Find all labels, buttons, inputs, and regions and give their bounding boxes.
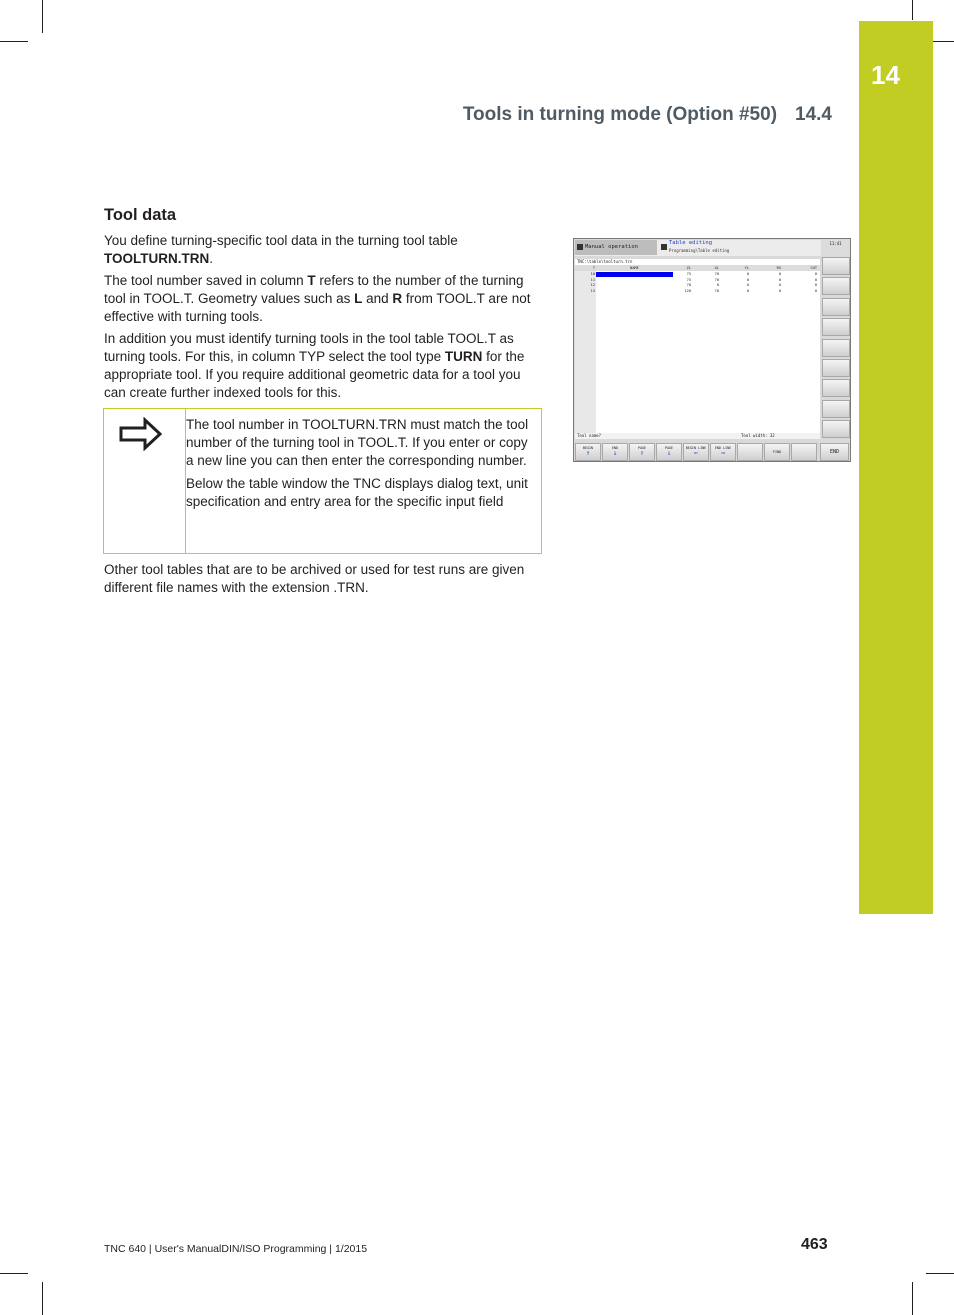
table-cell[interactable]: 0 (778, 283, 781, 287)
paragraph-3: In addition you must identify turning tools in the tool table TOOL.T as turning tools. For this, in column TYP select the tool type TURN for the appropriate tool. If you require additional geometric data for a tool you can create further indexed tools for this. (104, 331, 525, 400)
softkey-end[interactable]: END ↓ (602, 443, 628, 461)
table-cell[interactable]: 0 (778, 288, 781, 293)
dialog-prompt: Tool name? (577, 433, 602, 438)
crop-mark (42, 1282, 43, 1315)
softkey-end-table[interactable]: END (820, 443, 849, 461)
table-row[interactable] (575, 272, 820, 277)
softkey[interactable] (822, 277, 850, 295)
table-cell[interactable]: 0 (814, 283, 817, 287)
softkey[interactable] (822, 359, 850, 377)
softkey[interactable] (822, 420, 850, 438)
column-header: XL (714, 266, 719, 270)
arrow-left-icon: ⇐ (693, 449, 699, 457)
mode-bar (575, 240, 821, 256)
softkey[interactable] (822, 298, 850, 316)
selected-cell[interactable] (596, 272, 673, 277)
table-cell[interactable]: 0 (814, 277, 817, 282)
softkey[interactable] (822, 379, 850, 397)
table-cell[interactable]: 10 (590, 272, 595, 276)
crop-mark (912, 1282, 913, 1315)
table-cell[interactable]: 70 (714, 288, 719, 293)
column-header: NAME (630, 266, 639, 270)
note-text (186, 416, 536, 516)
page-number: 463 (801, 1236, 828, 1253)
crop-mark (912, 0, 913, 20)
bold-filename: TOOLTURN.TRN (104, 251, 210, 266)
softkey-end-line[interactable]: END LINE ⇒ (710, 443, 736, 461)
table-cell[interactable]: 75 (686, 272, 691, 276)
dialog-line (575, 433, 820, 439)
arrow-down-icon: ↓ (612, 449, 618, 457)
crop-mark (42, 0, 43, 33)
softkey-begin-line[interactable]: BEGIN LINE ⇐ (683, 443, 709, 461)
hand-icon (577, 244, 583, 250)
table-cell[interactable]: 13 (590, 288, 595, 293)
column-header: T (592, 266, 595, 270)
file-path: TNC:\table\toolturn.trn (575, 259, 820, 265)
column-header: YL (744, 266, 749, 270)
softkey-page-down[interactable]: PAGE ⇓ (656, 443, 682, 461)
softkey-empty[interactable] (791, 443, 817, 461)
table-header (575, 265, 820, 271)
softkey[interactable] (822, 257, 850, 275)
softkey[interactable] (822, 400, 850, 418)
arrow-down-icon: ⇓ (666, 449, 672, 457)
arrow-up-icon: ⇑ (639, 449, 645, 457)
table-row[interactable] (575, 289, 820, 294)
crop-mark (0, 1273, 28, 1274)
paragraph-4: Other tool tables that are to be archived or used for test runs are given different file names with the extension .TRN. (104, 562, 525, 595)
tnc-screenshot (573, 238, 851, 462)
table-cell[interactable]: 0 (814, 288, 817, 293)
table-cell[interactable]: 11 (590, 277, 595, 282)
softkey-page-up[interactable]: PAGE ⇑ (629, 443, 655, 461)
arrow-up-icon: ↑ (585, 449, 591, 457)
mode-manual-operation: Manual operation (575, 240, 657, 255)
arrow-right-icon (118, 417, 164, 451)
table-cell[interactable]: 70 (686, 283, 691, 287)
section-title: Tool data (104, 206, 177, 224)
table-row[interactable] (575, 283, 820, 288)
running-head-title: Tools in turning mode (Option #50) (462, 104, 778, 125)
footer-text: TNC 640 | User's ManualDIN/ISO Programming | 1/2015 (104, 1243, 368, 1255)
table-row[interactable] (575, 278, 820, 283)
tool-table (575, 265, 820, 433)
paragraph-2: The tool number saved in column T refers to the number of the turning tool in TOOL.T. Geometry values such as L and R from TOOL.T are not effective with turning tools. (104, 273, 531, 324)
edit-icon (661, 244, 667, 250)
table-cell[interactable]: 70 (714, 277, 719, 282)
table-cell[interactable]: 0 (778, 272, 781, 276)
softkey[interactable] (822, 339, 850, 357)
table-cell[interactable]: 12 (590, 283, 595, 287)
softkey-empty[interactable] (737, 443, 763, 461)
table-cell[interactable]: 0 (746, 288, 749, 293)
table-cell[interactable]: 0 (746, 272, 749, 276)
table-cell[interactable]: 0 (814, 272, 817, 276)
softkey[interactable] (822, 318, 850, 336)
note-box (103, 408, 542, 554)
running-head (463, 104, 832, 126)
table-cell[interactable]: 0 (778, 277, 781, 282)
softkey-find[interactable]: FIND (764, 443, 790, 461)
crop-mark (926, 1273, 954, 1274)
arrow-right-icon: ⇒ (720, 449, 726, 457)
mode-table-editing: Table editing Programming\Table editing (659, 240, 819, 255)
clock: 11:41 (822, 240, 849, 256)
note-paragraph-1: The tool number in TOOLTURN.TRN must match the tool number of the turning tool in TOOL.T. If you enter or copy a new line you can then enter the corresponding number. (186, 417, 529, 468)
table-cell[interactable]: 120 (684, 288, 691, 293)
table-cell[interactable]: 0 (746, 283, 749, 287)
softkey-begin[interactable]: BEGIN ↑ (575, 443, 601, 461)
column-header: ZL (686, 266, 691, 270)
paragraph-1: You define turning-specific tool data in the turning tool table TOOLTURN.TRN. (104, 233, 458, 266)
crop-mark (0, 41, 28, 42)
column-header: RS (776, 266, 781, 270)
table-cell[interactable]: 0 (746, 277, 749, 282)
note-paragraph-2: Below the table window the TNC displays dialog text, unit specification and entry area for the specific input field (186, 476, 528, 509)
chapter-tab (859, 21, 933, 914)
vertical-softkey-bar (822, 257, 850, 441)
horizontal-softkey-bar (575, 443, 850, 461)
dialog-unit: Tool width: 32 (741, 433, 775, 438)
chapter-number: 14 (871, 60, 900, 90)
table-cell[interactable]: 70 (714, 272, 719, 276)
column-header: CUT (810, 266, 817, 270)
running-head-section: 14.4 (795, 104, 832, 125)
table-cell[interactable]: 0 (716, 283, 719, 287)
table-cell[interactable]: 75 (686, 277, 691, 282)
